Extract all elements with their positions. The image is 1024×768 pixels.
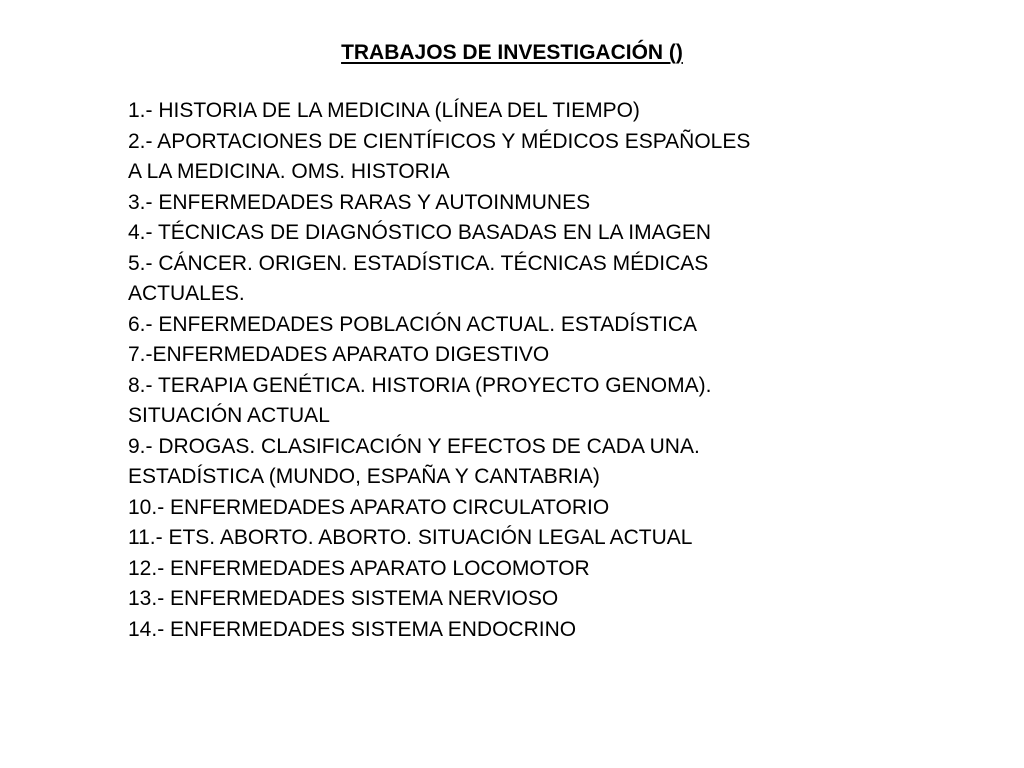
list-line: 2.- APORTACIONES DE CIENTÍFICOS Y MÉDICOS ESPAÑOLES: [128, 129, 751, 153]
list-line: 11.- ETS. ABORTO. ABORTO. SITUACIÓN LEGAL ACTUAL: [128, 526, 693, 549]
list-line: 7.-ENFERMEDADES APARATO DIGESTIVO: [128, 343, 550, 366]
list-line: ACTUALES.: [128, 282, 245, 305]
list-line: 6.- ENFERMEDADES POBLACIÓN ACTUAL. ESTADÍSTICA: [128, 312, 698, 336]
document-title: TRABAJOS DE INVESTIGACIÓN (): [341, 41, 683, 64]
list-line: 4.- TÉCNICAS DE DIAGNÓSTICO BASADAS EN LA IMAGEN: [128, 221, 712, 244]
list-line: 14.- ENFERMEDADES SISTEMA ENDOCRINO: [128, 617, 577, 641]
list-line: A LA MEDICINA. OMS. HISTORIA: [128, 160, 450, 183]
list-line: 10.- ENFERMEDADES APARATO CIRCULATORIO: [128, 495, 610, 519]
list-line: 5.- CÁNCER. ORIGEN. ESTADÍSTICA. TÉCNICAS MÉDICAS: [128, 251, 709, 275]
list-line: 13.- ENFERMEDADES SISTEMA NERVIOSO: [128, 587, 559, 610]
list-line: SITUACIÓN ACTUAL: [128, 404, 330, 427]
list-line: 9.- DROGAS. CLASIFICACIÓN Y EFECTOS DE CADA UNA.: [128, 434, 700, 458]
list-line: 12.- ENFERMEDADES APARATO LOCOMOTOR: [128, 556, 590, 580]
list-line: 1.- HISTORIA DE LA MEDICINA (LÍNEA DEL TIEMPO): [128, 99, 640, 122]
list-line: 3.- ENFERMEDADES RARAS Y AUTOINMUNES: [128, 190, 591, 214]
list-line: ESTADÍSTICA (MUNDO, ESPAÑA Y CANTABRIA): [128, 465, 600, 488]
topic-list: [128, 96, 1008, 645]
list-line: 8.- TERAPIA GENÉTICA. HISTORIA (PROYECTO GENOMA).: [128, 373, 712, 397]
